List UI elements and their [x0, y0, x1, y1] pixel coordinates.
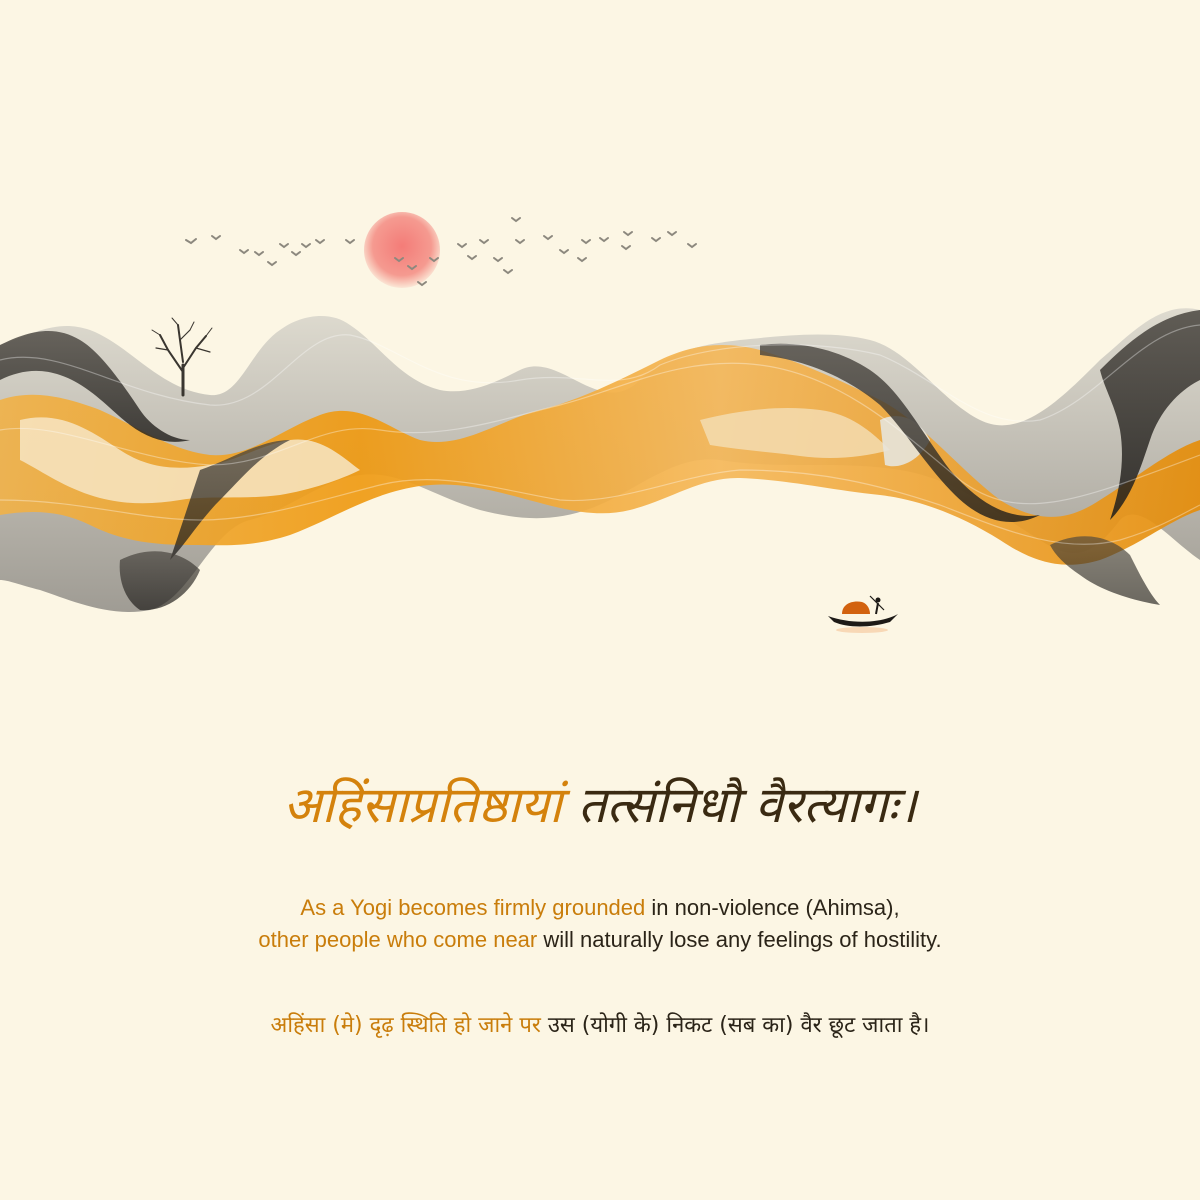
english-line-1-highlight: As a Yogi becomes firmly grounded — [300, 895, 646, 920]
hindi-translation — [0, 1006, 1200, 1046]
sanskrit-verse-rest: तत्संनिधौ वैरत्यागः। — [562, 776, 917, 834]
sanskrit-verse-highlight: अहिंसाप्रतिष्ठायां — [283, 776, 562, 834]
sanskrit-verse — [0, 770, 1200, 840]
english-line-2-highlight: other people who come near — [258, 927, 538, 952]
english-line-2-rest: will naturally lose any feelings of hostility. — [537, 927, 942, 952]
hindi-translation-rest: उस (योगी के) निकट (सब का) वैर छूट जाता है। — [540, 1013, 930, 1038]
english-translation — [0, 892, 1200, 956]
hindi-translation-highlight: अहिंसा (मे) दृढ़ स्थिति हो जाने पर — [270, 1013, 541, 1038]
english-line-1 — [0, 892, 1200, 924]
sun-icon — [364, 212, 440, 288]
mountain-ridge — [0, 308, 1200, 612]
bird-flock-icon — [186, 218, 696, 285]
boat-icon — [828, 596, 898, 633]
english-line-1-rest: in non-violence (Ahimsa), — [645, 895, 900, 920]
english-line-2 — [0, 924, 1200, 956]
